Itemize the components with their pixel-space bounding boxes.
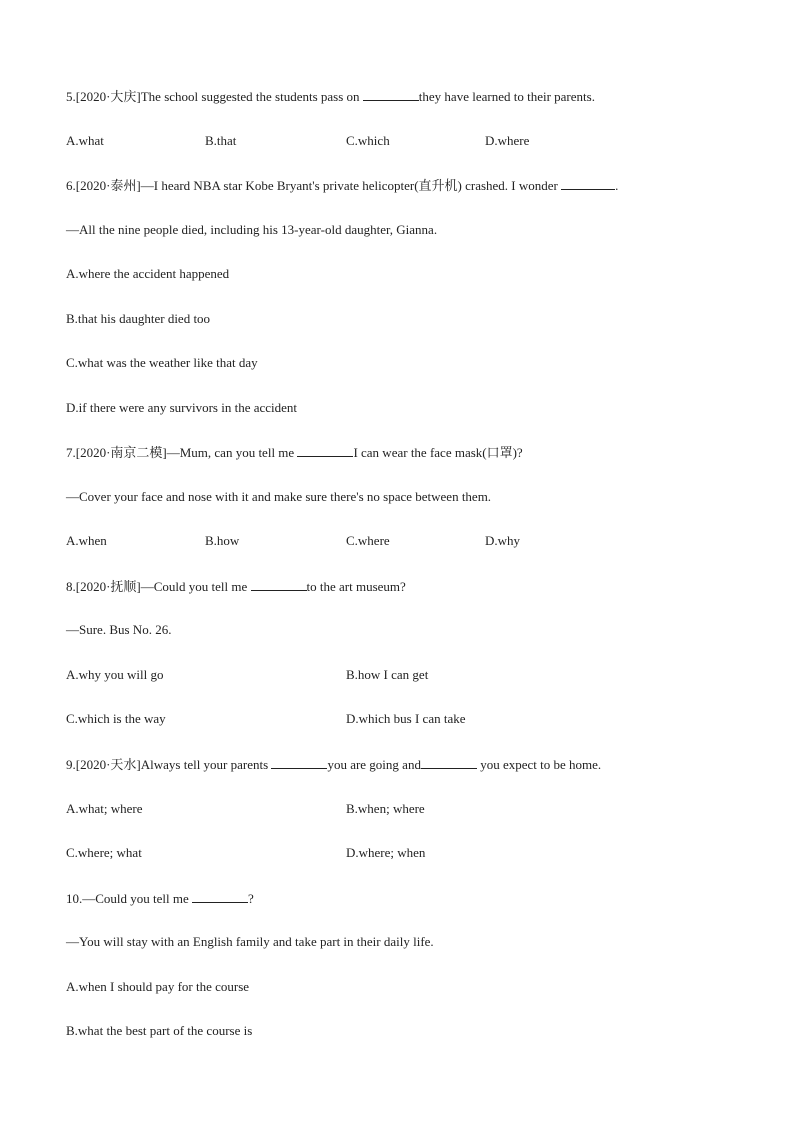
answer-blank	[297, 444, 353, 457]
question-5-stem: 5.[2020·大庆]The school suggested the students pass on they have learned to their parents.	[66, 89, 595, 104]
question-8-option-d: D.which bus I can take	[346, 711, 466, 726]
question-5-option-b: B.that	[205, 133, 237, 148]
question-7-option-b: B.how	[205, 533, 240, 548]
question-8-stem: 8.[2020·抚顺]—Could you tell me to the art museum?	[66, 579, 406, 594]
answer-blank	[271, 756, 327, 769]
question-10-stem: 10.—Could you tell me ?	[66, 891, 254, 906]
question-10-option-a: A.when I should pay for the course	[66, 979, 250, 994]
question-5-option-a: A.what	[66, 133, 104, 148]
question-8-option-a: A.why you will go	[66, 667, 164, 682]
answer-blank	[251, 578, 307, 591]
question-6-option-a: A.where the accident happened	[66, 266, 230, 281]
question-8-reply: —Sure. Bus No. 26.	[66, 622, 172, 637]
question-9-option-c: C.where; what	[66, 845, 142, 860]
answer-blank	[192, 890, 248, 903]
question-7-reply: —Cover your face and nose with it and make sure there's no space between them.	[66, 489, 492, 504]
question-6-stem: 6.[2020·泰州]—I heard NBA star Kobe Bryant's private helicopter(直升机) crashed. I wonder .	[66, 178, 619, 193]
question-9-option-a: A.what; where	[66, 801, 143, 816]
question-9-stem: 9.[2020·天水]Always tell your parents you are going and you expect to be home.	[66, 757, 602, 772]
question-9-option-b: B.when; where	[346, 801, 425, 816]
question-7-option-c: C.where	[346, 533, 390, 548]
question-7-option-d: D.why	[485, 533, 521, 548]
question-9-option-d: D.where; when	[346, 845, 426, 860]
question-6-option-b: B.that his daughter died too	[66, 311, 211, 326]
question-7-stem: 7.[2020·南京二模]—Mum, can you tell me I can wear the face mask(口罩)?	[66, 445, 523, 460]
question-6-option-c: C.what was the weather like that day	[66, 355, 258, 370]
question-7-option-a: A.when	[66, 533, 107, 548]
question-10-reply: —You will stay with an English family and take part in their daily life.	[66, 934, 434, 949]
question-6-reply: —All the nine people died, including his 13-year-old daughter, Gianna.	[66, 222, 438, 237]
question-5-option-c: C.which	[346, 133, 390, 148]
question-5-option-d: D.where	[485, 133, 530, 148]
question-6-option-d: D.if there were any survivors in the accident	[66, 400, 298, 415]
question-8-option-b: B.how I can get	[346, 667, 429, 682]
question-10-option-b: B.what the best part of the course is	[66, 1023, 253, 1038]
answer-blank	[363, 88, 419, 101]
answer-blank	[561, 177, 615, 190]
question-8-option-c: C.which is the way	[66, 711, 166, 726]
answer-blank	[421, 756, 477, 769]
